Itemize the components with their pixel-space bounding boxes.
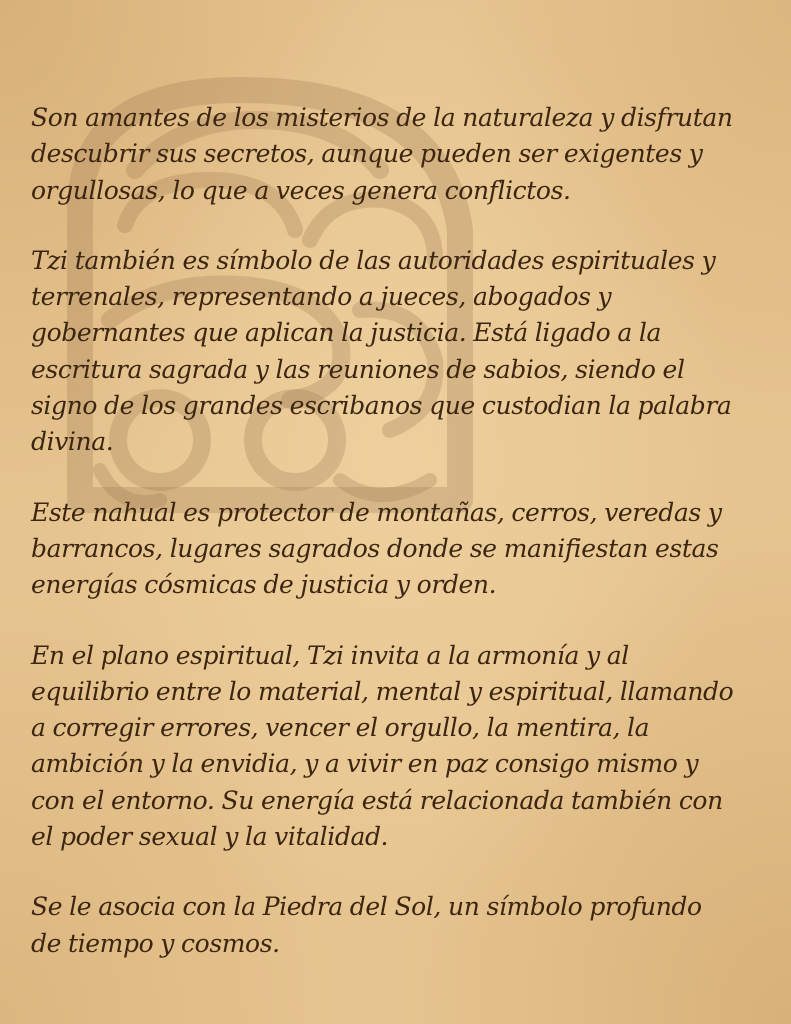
paragraph-authority-symbol: Tzi también es símbolo de las autoridades espirituales y terrenales, representando a jueces, abogados y gobernantes que aplican la justicia. Está ligado a la escritura sagrada y las reuniones de sabios, siendo el signo de los grandes escribanos que custodian la palabra divina. [31,245,732,457]
paragraph-mountain-protector: Este nahual es protector de montañas, cerros, veredas y barrancos, lugares sagrados donde se manifiestan estas energías cósmicas de justicia y orden. [31,497,722,600]
paragraph-sun-stone: Se le asocia con la Piedra del Sol, un símbolo profundo de tiempo y cosmos. [31,892,702,958]
paragraph-spiritual-plane: En el plano espiritual, Tzi invita a la armonía y al equilibrio entre lo material, mental y espiritual, llamando a corregir errores, vencer el orgullo, la mentira, la ambición y la envidia, y a vivir en paz consigo mismo y con el entorno. Su energía está relacionada también con el poder sexual y la vitalidad. [31,640,734,852]
paragraph-nature-secrets: Son amantes de los misterios de la naturaleza y disfrutan descubrir sus secretos, aunque pueden ser exigentes y orgullosas, lo que a veces genera conflictos. [31,103,733,205]
text-body [31,100,786,996]
